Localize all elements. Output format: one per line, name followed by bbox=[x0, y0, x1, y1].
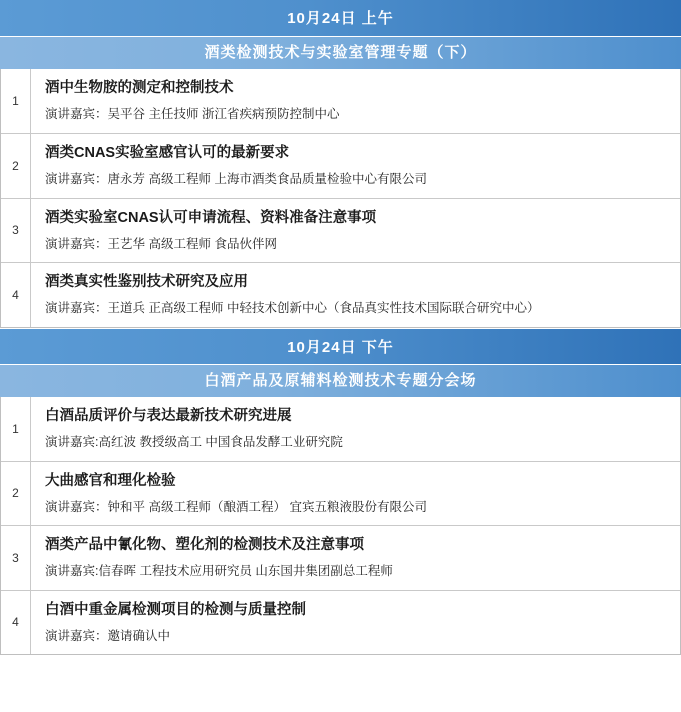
talk-speaker: 演讲嘉宾：王艺华 高级工程师 食品伙伴网 bbox=[45, 236, 277, 251]
row-content bbox=[31, 462, 680, 526]
row-content bbox=[31, 263, 680, 327]
row-content bbox=[31, 134, 680, 198]
session-topic-bar-afternoon: 白酒产品及原辅料检测技术专题分会场 bbox=[0, 365, 681, 397]
session-topic-bar-morning: 酒类检测技术与实验室管理专题（下） bbox=[0, 37, 681, 69]
talk-title: 白酒品质评价与表达最新技术研究进展 bbox=[45, 407, 292, 424]
talk-title: 大曲感官和理化检验 bbox=[45, 472, 176, 489]
table-row bbox=[1, 198, 680, 263]
table-row bbox=[1, 525, 680, 590]
table-row bbox=[1, 461, 680, 526]
talk-speaker: 演讲嘉宾:高红波 教授级高工 中国食品发酵工业研究院 bbox=[45, 434, 343, 449]
talk-speaker: 演讲嘉宾:信春晖 工程技术应用研究员 山东国井集团副总工程师 bbox=[45, 564, 393, 579]
row-content bbox=[31, 591, 680, 655]
row-content bbox=[31, 397, 680, 461]
row-index: 3 bbox=[1, 199, 31, 263]
talk-speaker: 演讲嘉宾：钟和平 高级工程师（酿酒工程） 宜宾五粮液股份有限公司 bbox=[45, 499, 427, 514]
talk-title: 酒类真实性鉴别技术研究及应用 bbox=[45, 274, 248, 291]
agenda-section-morning bbox=[0, 0, 681, 328]
talk-title: 白酒中重金属检测项目的检测与质量控制 bbox=[45, 601, 306, 618]
row-content bbox=[31, 526, 680, 590]
row-content bbox=[31, 199, 680, 263]
row-index: 1 bbox=[1, 69, 31, 133]
session-rows-afternoon bbox=[0, 397, 681, 656]
talk-title: 酒类产品中氰化物、塑化剂的检测技术及注意事项 bbox=[45, 537, 364, 554]
agenda-section-afternoon bbox=[0, 328, 681, 656]
talk-title: 酒中生物胺的测定和控制技术 bbox=[45, 80, 234, 97]
talk-speaker: 演讲嘉宾：吴平谷 主任技师 浙江省疾病预防控制中心 bbox=[45, 107, 340, 122]
talk-speaker: 演讲嘉宾：邀请确认中 bbox=[45, 628, 171, 643]
table-row bbox=[1, 262, 680, 327]
table-row bbox=[1, 590, 680, 655]
row-index: 3 bbox=[1, 526, 31, 590]
session-date-bar-afternoon: 10月24日 下午 bbox=[0, 328, 681, 365]
table-row bbox=[1, 397, 680, 461]
row-index: 4 bbox=[1, 591, 31, 655]
talk-title: 酒类CNAS实验室感官认可的最新要求 bbox=[45, 145, 290, 161]
session-date-bar-morning: 10月24日 上午 bbox=[0, 0, 681, 37]
row-index: 4 bbox=[1, 263, 31, 327]
table-row bbox=[1, 133, 680, 198]
table-row bbox=[1, 69, 680, 133]
row-index: 1 bbox=[1, 397, 31, 461]
talk-speaker: 演讲嘉宾：唐永芳 高级工程师 上海市酒类食品质量检验中心有限公司 bbox=[45, 172, 427, 187]
session-rows-morning bbox=[0, 69, 681, 328]
row-index: 2 bbox=[1, 134, 31, 198]
talk-title: 酒类实验室CNAS认可申请流程、资料准备注意事项 bbox=[45, 209, 377, 226]
row-index: 2 bbox=[1, 462, 31, 526]
talk-speaker: 演讲嘉宾：王道兵 正高级工程师 中轻技术创新中心（食品真实性技术国际联合研究中心） bbox=[45, 301, 540, 316]
row-content bbox=[31, 69, 680, 133]
